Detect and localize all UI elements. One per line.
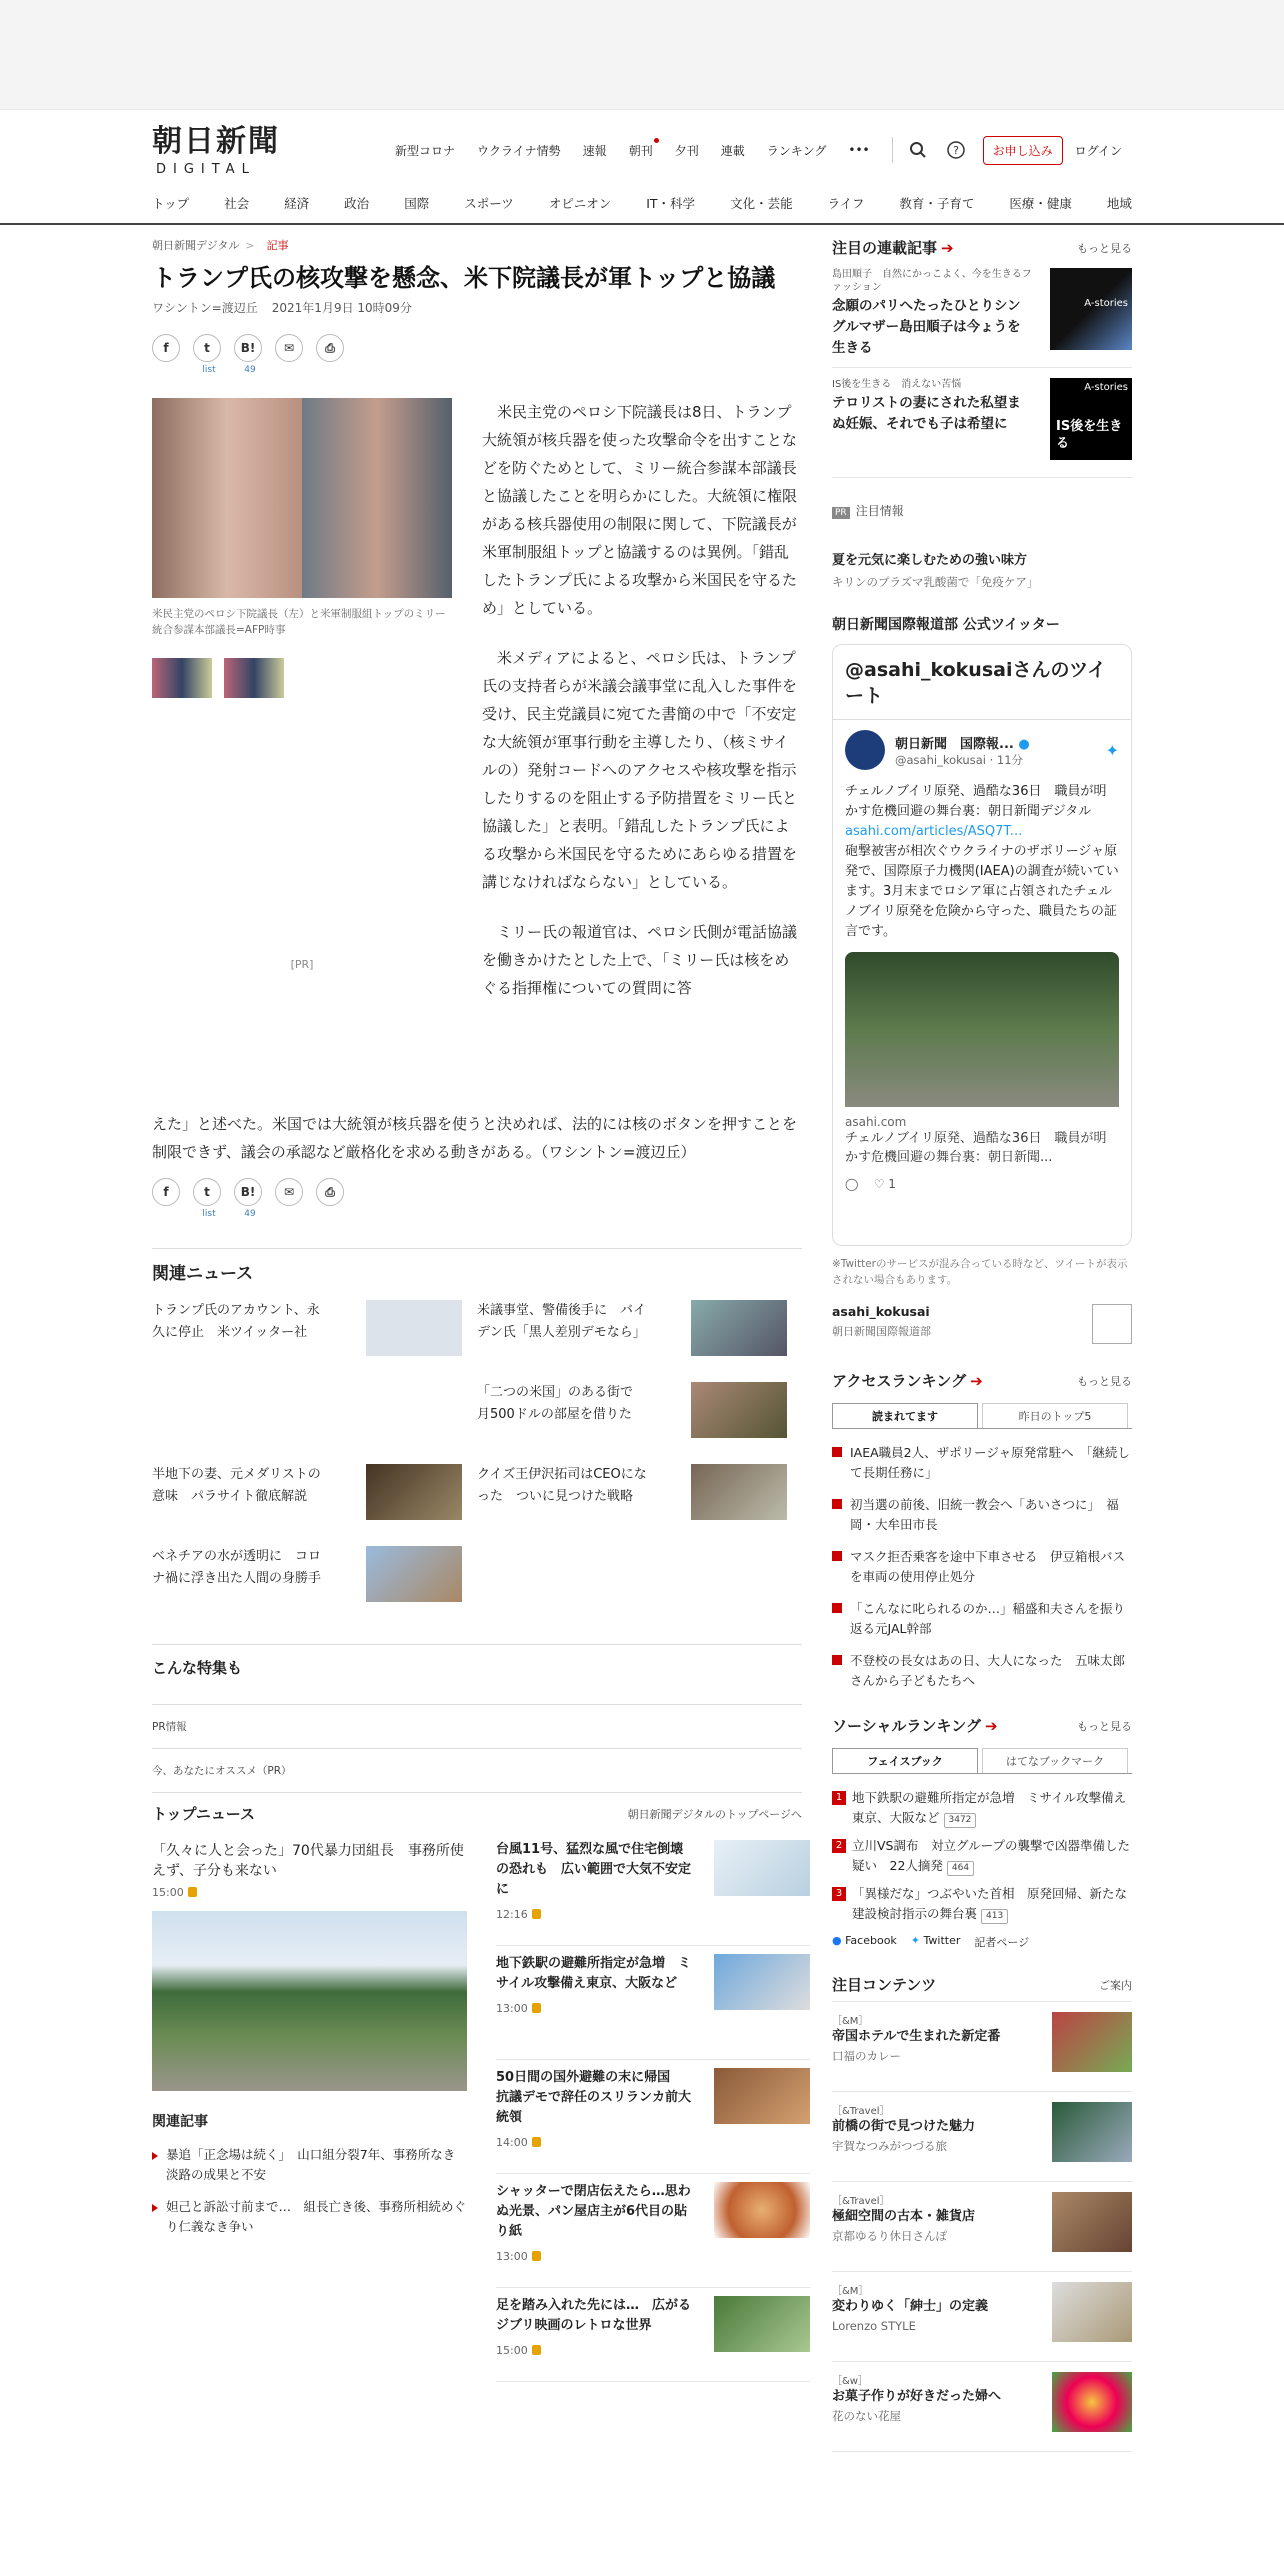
related-item-title	[152, 1382, 332, 1442]
related-item-title: クイズ王伊沢拓司はCEOになった ついに見つけた戦略	[477, 1467, 647, 1504]
account-image[interactable]	[1092, 1304, 1132, 1344]
feature-item[interactable]	[832, 2002, 1132, 2092]
related-article-link[interactable]: 暴追「正念場は続く」 山口組分裂7年、事務所なき淡路の成果と不安	[152, 2145, 467, 2185]
tweet-card-title[interactable]: チェルノブイリ原発、過酷な36日 職員が明かす危機回避の舞台裏：朝日新聞...	[845, 1131, 1107, 1165]
related-item-title: ベネチアの水が透明に コロナ禍に浮き出た人間の身勝手	[152, 1549, 322, 1586]
nav-opinion[interactable]: オピニオン	[548, 196, 612, 211]
recommend-pr: 今、あなたにオススメ（PR）	[152, 1765, 292, 1777]
lock-icon	[532, 2003, 541, 2013]
social-more-link[interactable]: もっと見る	[1077, 1719, 1132, 1733]
topnews-item-title: 台風11号、猛烈な風で住宅倒壊の恐れも 広い範囲で大気不安定に	[496, 1842, 692, 1897]
article-text	[482, 398, 802, 1002]
social-item[interactable]	[832, 1788, 1132, 1828]
lock-icon	[532, 2137, 541, 2147]
divider	[152, 1748, 802, 1749]
topnews-item-time: 13:00	[496, 2002, 528, 2015]
twitter-link[interactable]	[911, 1934, 961, 1950]
publish-date: 2021年1月9日 10時09分	[271, 301, 412, 315]
facebook-share-icon[interactable]: f	[152, 1178, 180, 1206]
lock-icon	[532, 1909, 541, 1919]
feature-image	[1052, 2282, 1132, 2342]
lock-icon	[188, 1887, 197, 1897]
topnews-item[interactable]	[496, 2068, 810, 2174]
related-news-title: 関連ニュース	[152, 1264, 254, 1284]
lead-title[interactable]: 「久々に人と会った」70代暴力団組長 事務所使えず、子分も来ない	[152, 1843, 464, 1879]
social-item-title: 地下鉄駅の避難所指定が急増 ミサイル攻撃備え東京、大阪など	[852, 1790, 1127, 1825]
lock-icon	[532, 2251, 541, 2261]
related-news-grid	[152, 1300, 802, 1606]
account-name[interactable]: asahi_kokusai	[832, 1304, 930, 1319]
hatena-count: 49	[244, 1209, 256, 1219]
nav-top[interactable]: トップ	[152, 196, 190, 211]
ranking-item[interactable]	[832, 1443, 1132, 1483]
tweet-text-2: 砲撃被害が相次ぐウクライナのザポリージャ原発で、国際原子力機関(IAEA)の調査が続いています。3月末までロシア軍に占領されたチェルノブイリ原発を危険から守った、職員たちの証言です。	[845, 844, 1119, 939]
social-item-title: 「異様だな」つぶやいた首相 原発回帰、新たな建設検討指示の舞台裏	[852, 1886, 1128, 1921]
feature-item[interactable]	[832, 2092, 1132, 2182]
top-nav	[395, 136, 1144, 164]
account-desc: 朝日新聞国際報道部	[832, 1325, 931, 1338]
pr-label: [PR]	[290, 958, 314, 971]
article-title: トランプ氏の核攻撃を懸念、米下院議長が軍トップと協議	[152, 264, 776, 292]
thumbnail[interactable]	[224, 658, 284, 698]
nav-ukraine[interactable]: ウクライナ情勢	[477, 143, 561, 158]
twitter-icon: ✦	[910, 1934, 921, 1947]
hatena-share-icon[interactable]: B!	[234, 334, 262, 362]
feature-headline: 変わりゆく「紳士」の定義	[832, 2299, 989, 2314]
topnews-item-time: 14:00	[496, 2136, 528, 2149]
social-title	[832, 1715, 998, 1736]
related-item-title: 半地下の妻、元メダリストの意味 パラサイト徹底解説	[152, 1467, 321, 1504]
ranking-title-text: アクセスランキング	[832, 1372, 967, 1390]
pr-title: 注目情報	[855, 504, 904, 518]
feature-sub: 花のない花屋	[832, 2409, 901, 2423]
tweet-name	[895, 733, 1106, 752]
breadcrumb	[152, 237, 802, 253]
rank-marker	[832, 1603, 842, 1613]
topnews-item-image	[714, 2296, 810, 2352]
nav-ranking[interactable]: ランキング	[766, 143, 827, 158]
new-dot	[654, 138, 659, 143]
topnews-more-link[interactable]: 朝日新聞デジタルのトップページへ	[627, 1807, 802, 1821]
series-image	[1050, 378, 1132, 460]
topnews-item-time: 12:16	[496, 1908, 528, 1921]
article-body-block	[152, 398, 802, 1178]
tweet-card-image[interactable]	[845, 952, 1119, 1107]
related-item-image	[691, 1464, 787, 1520]
divider	[152, 1644, 802, 1645]
feature-kicker: ［&M］	[832, 2016, 869, 2027]
topnews-list	[496, 1840, 810, 2382]
help-icon[interactable]	[945, 139, 967, 161]
tweet-widget-title: @asahi_kokusaiさんのツイート	[845, 659, 1107, 707]
topnews-item-image	[714, 2068, 810, 2124]
twitter-label: Twitter	[923, 1934, 961, 1947]
paragraph: 米メディアによると、ペロシ氏は、トランプ氏の支持者らが米議会議事堂に乱入した事件を受け、民主党議員に宛てた書簡の中で「不安定な大統領が軍事行動を主導したり、（核ミサイルの）発射コードへのアクセスや核攻撃を指示したりするのを阻止する予防措置をミリー氏と協議した」と表明。「錯乱したトランプ氏による攻撃から米国民を守るためにあらゆる措置を講じなければならない」としている。	[482, 649, 798, 891]
facebook-label: Facebook	[845, 1934, 897, 1947]
feature-image	[1052, 2012, 1132, 2072]
nav-education[interactable]: 教育・子育て	[899, 196, 975, 211]
series-kicker: IS後を生きる 消えない苦悩	[832, 379, 962, 390]
rank-marker	[832, 1551, 842, 1561]
search-icon[interactable]	[907, 139, 929, 161]
twitter-account	[832, 1304, 1132, 1346]
topnews-item-title: 地下鉄駅の避難所指定が急増 ミサイル攻撃備え東京、大阪など	[496, 1956, 692, 1991]
share-count: list	[202, 365, 216, 375]
more-icon[interactable]: •••	[848, 143, 870, 157]
series-image	[1050, 268, 1132, 350]
social-item[interactable]	[832, 1836, 1132, 1876]
like-icon[interactable]: ♡	[873, 1177, 885, 1191]
twitter-bird-icon[interactable]: ✦	[1105, 740, 1119, 760]
twitter-section-header	[832, 614, 1132, 634]
verified-icon: ●	[1018, 736, 1030, 752]
related-item[interactable]	[152, 1300, 462, 1360]
lead-time-text: 15:00	[152, 1886, 184, 1899]
twitter-share-icon[interactable]: t	[193, 334, 221, 362]
related-item-title: トランプ氏のアカウント、永久に停止 米ツイッター社	[152, 1303, 320, 1340]
topnews-item-title: 50日間の国外避難の末に帰国 抗議デモで辞任のスリランカ前大統領	[496, 2070, 692, 2125]
ranking-item-title: 初当選の前後、旧統一教会へ「あいさつに」 福岡・大牟田市長	[850, 1497, 1119, 1532]
nav-it-science[interactable]: IT・科学	[646, 196, 696, 211]
nav-sports[interactable]: スポーツ	[464, 196, 514, 211]
feature-sub: 宇賀なつみがつづる旅	[832, 2139, 947, 2153]
topnews-item-title: 足を踏み入れた先には… 広がるジブリ映画のレトロな世界	[496, 2298, 692, 2333]
rank-marker	[832, 1447, 842, 1457]
twitter-share-icon[interactable]: t	[193, 1178, 221, 1206]
topnews-item-time: 15:00	[496, 2344, 528, 2357]
series-headline: テロリストの妻にされた私望まぬ妊娠、それでも子は希望に	[832, 395, 1021, 432]
feature-headline: お菓子作りが好きだった婦へ	[832, 2389, 1002, 2404]
facebook-link[interactable]	[832, 1934, 897, 1950]
tab-facebook[interactable]: フェイスブック	[832, 1748, 978, 1773]
crumb-home[interactable]: 朝日新聞デジタル	[152, 239, 240, 252]
series-title-text: 注目の連載記事	[832, 239, 938, 257]
main-column	[152, 237, 802, 2460]
paragraph: ミリー氏の報道官は、ペロシ氏側が電話協議を働きかけたとした上で、「ミリー氏は核をめぐる指揮権についての質問に答	[482, 923, 798, 997]
related-item-empty	[152, 1382, 462, 1442]
tweet-actions	[845, 1177, 1119, 1191]
feature-kicker: ［&w］	[832, 2376, 868, 2387]
ranking-item[interactable]	[832, 1599, 1132, 1639]
ranking-item-title: 「こんなに叱られるのか…」稲盛和夫さんを振り返る元JAL幹部	[850, 1601, 1126, 1636]
rank-number: 2	[832, 1839, 846, 1853]
feature-item[interactable]	[832, 2362, 1132, 2452]
ad-banner-area	[0, 0, 1284, 110]
like-count: 1	[888, 1177, 896, 1191]
pr-subline: キリンのプラズマ乳酸菌で「免疫ケア」	[832, 575, 1039, 589]
ranking-title	[832, 1370, 983, 1391]
avatar	[845, 730, 885, 770]
tweet-text	[845, 782, 1119, 842]
series-headline: 念願のパリへたったひとりシングルマザー島田順子は今ょうを生きる	[832, 298, 1021, 356]
hatena-share-icon[interactable]: B!	[234, 1178, 262, 1206]
site-logo[interactable]	[152, 122, 282, 177]
nav-series[interactable]: 連載	[720, 143, 745, 158]
tweet-link[interactable]: asahi.com/articles/ASQ7T...	[845, 824, 1023, 839]
social-links	[832, 1934, 1132, 1950]
rank-marker	[832, 1655, 842, 1665]
topnews-lead	[152, 1840, 467, 2249]
related-item[interactable]	[477, 1382, 787, 1442]
paragraph: えた」と述べた。米国では大統領が核兵器を使うと決めれば、法的には核のボタンを押すことを制限できず、議会の承認など厳格化を求める動きがある。（ワシントン=渡辺丘）	[152, 1115, 798, 1161]
social-tabs	[832, 1748, 1132, 1774]
ranking-item-title: IAEA職員2人、ザポリージャ原発常駐へ 「継続して長期任務に」	[850, 1445, 1130, 1480]
related-item[interactable]	[477, 1300, 787, 1360]
nav-evening[interactable]: 夕刊	[674, 143, 699, 158]
crumb-category[interactable]: 記事	[266, 239, 289, 252]
ranking-item[interactable]	[832, 1651, 1132, 1691]
topnews-header	[152, 1803, 802, 1824]
nav-health[interactable]: 医療・健康	[1009, 196, 1072, 211]
feature-header	[832, 1974, 1132, 2002]
feature-title: 注目コンテンツ	[832, 1976, 937, 1994]
divider	[152, 1248, 802, 1249]
feature-headline: 帝国ホテルで生まれた新定番	[832, 2029, 1001, 2044]
series-title	[832, 237, 954, 258]
ranking-more-link[interactable]: もっと見る	[1077, 1374, 1132, 1388]
rank-number: 1	[832, 1791, 846, 1805]
topnews-item[interactable]	[496, 1954, 810, 2060]
facebook-share-icon[interactable]: f	[152, 334, 180, 362]
nav-life[interactable]: ライフ	[827, 196, 865, 211]
related-item-title: 「二つの米国」のある街で 月500ドルの部屋を借りた	[477, 1385, 647, 1422]
tweet-card-domain: asahi.com	[845, 1115, 907, 1129]
reporter-page-link[interactable]: 記者ページ	[974, 1936, 1030, 1949]
nav-morning-label: 朝刊	[628, 143, 653, 158]
arrow-right-icon: ➔	[970, 1372, 983, 1390]
divider	[892, 137, 893, 163]
arrow-right-icon: ➔	[941, 239, 954, 257]
social-title-text: ソーシャルランキング	[832, 1717, 981, 1735]
byline	[152, 299, 802, 316]
feature-headline: 前橋の街で見つけた魅力	[832, 2119, 976, 2134]
feature-item[interactable]	[832, 2182, 1132, 2272]
ranking-item-title: 不登校の長女はあの日、大人になった 五味太郎さんから子どもたちへ	[850, 1653, 1126, 1688]
author: ワシントン=渡辺丘	[152, 301, 258, 315]
nav-region[interactable]: 地域	[1106, 196, 1132, 211]
social-item[interactable]	[832, 1884, 1132, 1924]
share-count-badge: 3472	[944, 1813, 977, 1828]
related-item-image	[366, 1300, 462, 1356]
twitter-note: ※Twitterのサービスが混み合っている時など、ツイートが表示されない場合もあります。	[832, 1258, 1128, 1286]
rank-number: 3	[832, 1887, 846, 1901]
nav-politics[interactable]: 政治	[344, 196, 370, 211]
feature-item[interactable]	[832, 2272, 1132, 2362]
topnews-item-image	[714, 1840, 810, 1896]
series-more-link[interactable]: もっと見る	[1077, 241, 1132, 255]
ranking-tabs	[832, 1403, 1132, 1429]
article-text-cont	[152, 1110, 802, 1188]
tweet-name-text: 朝日新聞 国際報...	[895, 736, 1014, 752]
rank-marker	[832, 1499, 842, 1509]
series-item[interactable]	[832, 258, 1132, 368]
arrow-right-icon: ➔	[984, 1717, 998, 1735]
ranking-item[interactable]	[832, 1547, 1132, 1587]
series-item[interactable]	[832, 368, 1132, 478]
reply-icon[interactable]: ◯	[845, 1177, 859, 1191]
tab-most-read[interactable]: 読まれてます	[832, 1403, 978, 1428]
ranking-item[interactable]	[832, 1495, 1132, 1535]
ranking-header	[832, 1370, 1132, 1391]
share-count: list	[202, 1209, 216, 1219]
photo-block	[152, 398, 452, 971]
crumb-separator: >	[245, 239, 255, 252]
pr-headline[interactable]: 夏を元気に楽しむための強い味方	[832, 553, 1028, 568]
feature-image	[1052, 2192, 1132, 2252]
series-header	[832, 237, 1132, 258]
tweet-text-main: チェルノブイリ原発、過酷な36日 職員が明かす危機回避の舞台裏：朝日新聞デジタル	[845, 784, 1107, 819]
related-articles-title: 関連記事	[152, 2114, 208, 2130]
ranking-item-title: マスク拒否乗客を途中下車させる 伊豆箱根バスを車両の使用停止処分	[850, 1549, 1126, 1584]
related-item-image	[366, 1464, 462, 1520]
topnews-item-title: シャッターで閉店伝えたら…思わぬ光景、パン屋店主が6代目の貼り紙	[496, 2184, 691, 2239]
nav-society[interactable]: 社会	[224, 196, 250, 211]
related-item[interactable]	[152, 1464, 462, 1524]
topnews-block	[152, 1840, 802, 2460]
share-count-badge: 413	[981, 1909, 1008, 1924]
divider	[152, 1704, 802, 1705]
feature-guide-link[interactable]: ご案内	[1099, 1978, 1132, 1992]
paragraph: 米民主党のペロシ下院議長は8日、トランプ大統領が核兵器を使った攻撃命令を出すことなどを防ぐためとして、ミリー統合参謀本部議長と協議したことを明らかにした。大統領に権限がある核兵器使用の制限に関して、下院議長が米軍制服組トップと協議するのは異例。「錯乱したトランプ氏による攻撃から米国民を守るため」としている。	[482, 403, 798, 617]
related-item-image	[691, 1300, 787, 1356]
series-badge: A-stories	[1084, 298, 1128, 309]
related-item[interactable]	[477, 1464, 787, 1524]
series-badge: A-stories	[1084, 382, 1128, 393]
lock-icon	[532, 2345, 541, 2355]
topnews-item-image	[714, 2182, 810, 2238]
nav-morning[interactable]	[629, 142, 653, 159]
social-header	[832, 1715, 1132, 1736]
divider	[833, 719, 1131, 720]
topnews-item-time: 13:00	[496, 2250, 528, 2263]
feature-sub: 口福のカレー	[832, 2049, 901, 2063]
pr-badge: PR	[832, 507, 850, 519]
login-link[interactable]: ログイン	[1074, 143, 1123, 158]
site-header	[0, 110, 1284, 225]
related-item[interactable]	[152, 1546, 462, 1606]
lead-image[interactable]	[152, 1911, 467, 2091]
twitter-embed	[832, 644, 1132, 1246]
tweet-handle: @asahi_kokusai · 11分	[895, 752, 1024, 767]
mail-share-icon[interactable]: ✉	[275, 1178, 303, 1206]
topnews-item[interactable]	[496, 1840, 810, 1946]
facebook-icon: ●	[832, 1934, 842, 1947]
main-nav	[152, 194, 1132, 212]
special-title: こんな特集も	[152, 1659, 243, 1677]
feature-headline: 極細空間の古本・雑貨店	[832, 2209, 976, 2224]
feature-kicker: ［&Travel］	[832, 2106, 890, 2117]
divider	[152, 1792, 802, 1793]
feature-image	[1052, 2372, 1132, 2432]
nav-economy[interactable]: 経済	[284, 196, 310, 211]
feature-image	[1052, 2102, 1132, 2162]
feature-sub: 京都ゆるり休日さんぽ	[832, 2229, 947, 2243]
photo-caption: 米民主党のペロシ下院議長（左）と米軍制服組トップのミリー統合参謀本部議長=AFP時事	[152, 608, 446, 636]
print-icon[interactable]: ⎙	[316, 1178, 344, 1206]
nav-international[interactable]: 国際	[404, 196, 430, 211]
share-count-badge: 464	[947, 1861, 974, 1876]
article-photo[interactable]	[152, 398, 452, 598]
tab-hatena[interactable]: はてなブックマーク	[982, 1748, 1128, 1773]
sidebar	[832, 237, 1132, 2452]
twitter-section-title: 朝日新聞国際報道部 公式ツイッター	[832, 617, 1060, 633]
series-kicker: 島田順子 自然にかっこよく、今を生きるファッション	[832, 269, 1032, 293]
svg-text:?: ?	[952, 144, 959, 157]
logo-main: 朝日新聞	[152, 124, 280, 159]
topnews-title: トップニュース	[152, 1805, 256, 1823]
pr-info-header	[832, 502, 1132, 519]
feature-sub: Lorenzo STYLE	[832, 2319, 916, 2333]
nav-culture[interactable]: 文化・芸能	[730, 196, 793, 211]
feature-kicker: ［&Travel］	[832, 2196, 890, 2207]
mail-share-icon[interactable]: ✉	[275, 334, 303, 362]
nav-breaking[interactable]: 速報	[582, 143, 607, 158]
topnews-item[interactable]	[496, 2296, 810, 2382]
related-item-title: 米議事堂、警備後手に バイデン氏「黒人差別デモなら」	[477, 1303, 647, 1340]
tab-yesterday-top5[interactable]: 昨日のトップ5	[982, 1403, 1128, 1428]
topnews-item-image	[714, 1954, 810, 2010]
social-item-title: 立川VS調布 対立グループの襲撃で凶器準備した疑い 22人摘発	[852, 1838, 1130, 1873]
lead-time	[152, 1886, 467, 1899]
subscribe-button[interactable]: お申し込み	[983, 136, 1063, 165]
series-badge-title: IS後を生きる	[1056, 419, 1123, 451]
thumbnail[interactable]	[152, 658, 212, 698]
hatena-count: 49	[244, 365, 256, 375]
photo-thumbnails	[152, 658, 452, 698]
related-article-link[interactable]: 妲己と訴訟寸前まで… 組長亡き後、事務所相続めぐり仁義なき争い	[152, 2197, 467, 2237]
logo-sub: DIGITAL	[156, 162, 256, 177]
share-bar	[152, 334, 802, 384]
feature-kicker: ［&M］	[832, 2286, 869, 2297]
topnews-item[interactable]	[496, 2182, 810, 2288]
related-item-image	[691, 1382, 787, 1438]
related-item-image	[366, 1546, 462, 1602]
nav-corona[interactable]: 新型コロナ	[395, 143, 456, 158]
tweet-author[interactable]	[845, 730, 1119, 770]
print-icon[interactable]: ⎙	[316, 334, 344, 362]
pr-info: PR情報	[152, 1721, 187, 1733]
